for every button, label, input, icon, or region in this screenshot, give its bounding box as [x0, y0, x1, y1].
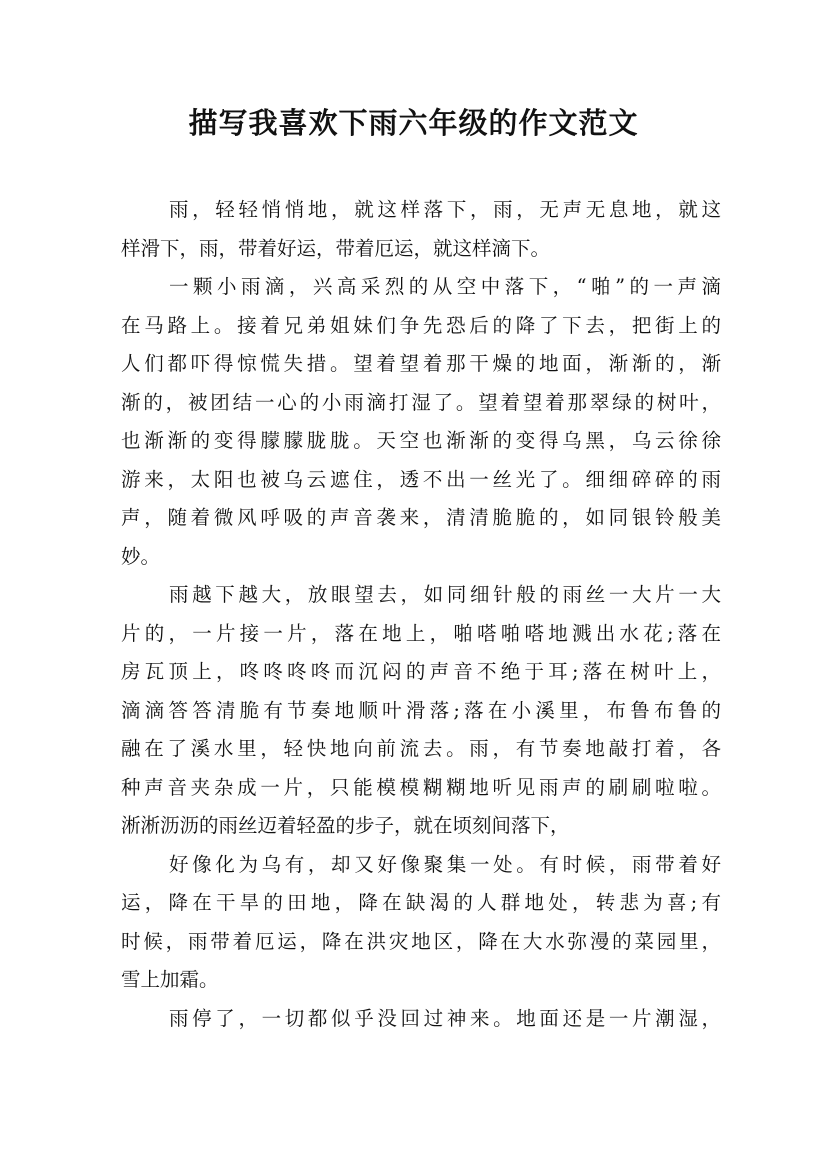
text-line: 样滑下，雨，带着好运，带着厄运，就这样滴下。	[121, 236, 551, 260]
text-line: 淅淅沥沥的雨丝迈着轻盈的步子，就在顷刻间落下，	[121, 814, 570, 837]
text-line: 房瓦顶上，咚咚咚咚而沉闷的声音不绝于耳;落在树叶上，	[121, 660, 721, 683]
text-line: 游来，太阳也被乌云遮住，透不出一丝光了。细细碎碎的雨	[121, 467, 721, 491]
text-line: 片的，一片接一片，落在地上，啪嗒啪嗒地溅出水花;落在	[121, 621, 721, 645]
text-line: 一颗小雨滴，兴高采烈的从空中落下，“啪”的一声滴	[169, 275, 721, 298]
text-line: 雪上加霜。	[121, 968, 219, 991]
text-line: 声，随着微风呼吸的声音袭来，清清脆脆的，如同银铃般美	[121, 506, 721, 529]
text-line: 运，降在干旱的田地，降在缺渴的人群地处，转悲为喜;有	[121, 891, 721, 914]
text-line: 融在了溪水里，轻快地向前流去。雨，有节奏地敲打着，各	[121, 737, 721, 760]
text-line: 雨越下越大，放眼望去，如同细针般的雨丝一大片一大	[169, 583, 721, 606]
text-line: 人们都吓得惊慌失措。望着望着那干燥的地面，渐渐的，渐	[121, 352, 721, 375]
text-line: 好像化为乌有，却又好像聚集一处。有时候，雨带着好	[169, 852, 721, 876]
text-line: 时候，雨带着厄运，降在洪灾地区，降在大水弥漫的菜园里，	[121, 929, 721, 953]
text-line: 雨停了，一切都似乎没回过神来。地面还是一片潮湿，	[169, 1006, 721, 1030]
text-line: 滴滴答答清脆有节奏地顺叶滑落;落在小溪里，布鲁布鲁的	[121, 698, 721, 722]
text-line: 渐的，被团结一心的小雨滴打湿了。望着望着那翠绿的树叶，	[121, 390, 721, 414]
document-body	[121, 191, 721, 1038]
text-line: 在马路上。接着兄弟姐妹们争先恐后的降了下去，把街上的	[121, 313, 721, 337]
text-line: 妙。	[121, 544, 161, 568]
text-line: 雨，轻轻悄悄地，就这样落下，雨，无声无息地，就这	[169, 198, 721, 221]
document-title: 描写我喜欢下雨六年级的作文范文	[188, 106, 639, 140]
text-line: 也渐渐的变得朦朦胧胧。天空也渐渐的变得乌黑，乌云徐徐	[121, 429, 721, 452]
text-line: 种声音夹杂成一片，只能模模糊糊地听见雨声的刷刷啦啦。	[121, 775, 721, 799]
